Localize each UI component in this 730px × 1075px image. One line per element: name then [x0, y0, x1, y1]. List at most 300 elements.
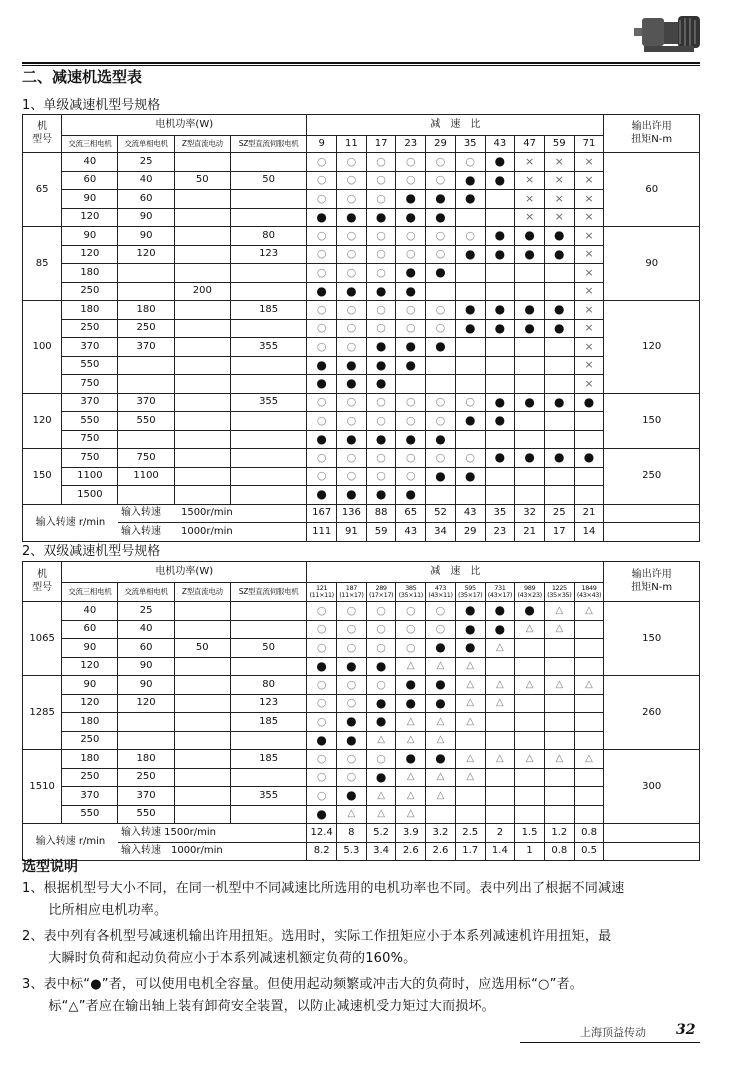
ratio-cell — [574, 694, 604, 713]
power-cell: 50 — [230, 171, 306, 190]
open-circle-icon: ○ — [346, 677, 357, 691]
ratio-cell — [574, 412, 604, 431]
ratio-cell — [426, 245, 456, 264]
ratio-cell — [366, 153, 396, 172]
notes-title: 选型说明 — [22, 859, 78, 875]
ratio-cell — [426, 319, 456, 338]
ratio-cell — [574, 805, 604, 824]
open-circle-icon: ○ — [435, 413, 446, 427]
ratio-cell — [366, 430, 396, 449]
power-cell: 90 — [118, 227, 174, 246]
cross-icon: × — [554, 210, 564, 224]
table-row — [23, 657, 700, 676]
table-row — [23, 245, 700, 264]
ratio-cell — [337, 805, 367, 824]
ratio-cell — [307, 694, 337, 713]
ratio-cell — [515, 486, 545, 505]
ratio-value: 187 — [345, 584, 357, 593]
open-circle-icon: ○ — [346, 173, 357, 187]
ratio-cell — [515, 412, 545, 431]
speed-value-cell: 25 — [544, 504, 574, 523]
power-cell: 60 — [118, 190, 174, 209]
power-cell: 185 — [230, 713, 306, 732]
motor-type-header: 交流三相电机 — [62, 136, 118, 153]
ratio-header: 减 速 比 — [307, 115, 604, 136]
filled-circle-icon: ● — [464, 172, 476, 187]
ratio-cell — [574, 657, 604, 676]
triangle-icon: △ — [555, 623, 564, 635]
ratio-cell — [366, 602, 396, 621]
power-cell — [230, 190, 306, 209]
speed-value-cell: 111 — [307, 523, 337, 542]
ratio-cell — [396, 282, 426, 301]
power-cell: 120 — [62, 245, 118, 264]
speed-value-cell: 43 — [455, 504, 485, 523]
ratio-cell — [366, 449, 396, 468]
open-circle-icon: ○ — [465, 450, 475, 464]
ratio-cell — [485, 227, 515, 246]
ratio-cell — [426, 412, 456, 431]
power-cell: 250 — [62, 768, 118, 787]
filled-circle-icon: ● — [524, 228, 535, 243]
open-circle-icon: ○ — [346, 640, 357, 654]
filled-circle-icon: ● — [316, 209, 327, 224]
filled-circle-icon: ● — [464, 191, 476, 206]
ratio-cell — [455, 393, 485, 412]
ratio-cell — [426, 602, 456, 621]
ratio-cell — [485, 713, 515, 732]
ratio-cell — [515, 227, 545, 246]
ratio-cell — [515, 694, 545, 713]
ratio-cell — [366, 731, 396, 750]
ratio-cell — [455, 301, 485, 320]
filled-circle-icon: ● — [405, 695, 417, 710]
ratio-cell — [574, 319, 604, 338]
cross-icon: × — [584, 210, 594, 224]
triangle-icon: △ — [525, 752, 534, 764]
open-circle-icon: ○ — [316, 622, 327, 636]
power-cell: 370 — [62, 787, 118, 806]
ratio-cell — [396, 264, 426, 283]
speed-value-cell: 12.4 — [307, 824, 337, 843]
open-circle-icon: ○ — [405, 395, 416, 409]
ratio-value: 731 — [494, 584, 506, 593]
speed-row-label: 输入转速 1000r/min — [118, 842, 307, 861]
ratio-cell — [396, 620, 426, 639]
ratio-cell — [515, 787, 545, 806]
open-circle-icon: ○ — [376, 302, 386, 316]
speed-value-cell: 1.2 — [544, 824, 574, 843]
speed-row — [23, 523, 700, 542]
ratio-value-header — [366, 583, 396, 602]
torque-header: 输出许用 扭矩N-m — [604, 562, 700, 602]
ratio-cell — [574, 467, 604, 486]
open-circle-icon: ○ — [405, 321, 416, 335]
ratio-cell — [337, 731, 367, 750]
power-cell — [230, 449, 306, 468]
ratio-cell — [455, 639, 485, 658]
ratio-cell — [426, 713, 456, 732]
ratio-cell — [337, 245, 367, 264]
ratio-cell — [485, 301, 515, 320]
power-cell: 550 — [62, 412, 118, 431]
power-cell: 40 — [118, 171, 174, 190]
filled-circle-icon: ● — [554, 320, 565, 335]
ratio-cell — [366, 486, 396, 505]
open-circle-icon: ○ — [346, 751, 357, 765]
ratio-cell — [515, 467, 545, 486]
ratio-cell — [574, 171, 604, 190]
ratio-cell — [515, 620, 545, 639]
filled-circle-icon: ● — [316, 283, 327, 298]
model-cell: 85 — [23, 227, 62, 301]
ratio-cell — [307, 602, 337, 621]
filled-circle-icon: ● — [464, 246, 476, 261]
motor-type-header: SZ型直流伺服电机 — [230, 136, 306, 153]
ratio-cell — [337, 620, 367, 639]
ratio-cell — [515, 750, 545, 769]
power-cell — [174, 412, 230, 431]
speed-value-cell: 1.5 — [515, 824, 545, 843]
filled-circle-icon: ● — [435, 265, 446, 280]
ratio-cell — [426, 768, 456, 787]
power-cell — [230, 319, 306, 338]
ratio-cell — [366, 171, 396, 190]
open-circle-icon: ○ — [435, 154, 446, 168]
ratio-cell — [396, 356, 426, 375]
cross-icon: × — [584, 339, 594, 353]
power-cell: 90 — [62, 676, 118, 695]
ratio-cell — [574, 356, 604, 375]
triangle-icon: △ — [377, 734, 385, 746]
filled-circle-icon: ● — [316, 806, 327, 821]
power-cell — [174, 805, 230, 824]
power-cell: 180 — [118, 301, 174, 320]
cross-icon: × — [524, 191, 535, 205]
ratio-cell — [455, 227, 485, 246]
ratio-cell — [307, 227, 337, 246]
ratio-cell — [485, 264, 515, 283]
ratio-factors: (35×11) — [398, 591, 423, 599]
triangle-icon: △ — [525, 678, 534, 690]
ratio-cell — [396, 190, 426, 209]
ratio-cell — [515, 639, 545, 658]
ratio-cell — [574, 282, 604, 301]
ratio-cell — [396, 375, 426, 394]
power-cell — [118, 713, 174, 732]
ratio-cell — [337, 190, 367, 209]
power-cell: 1100 — [118, 467, 174, 486]
filled-circle-icon: ● — [583, 394, 595, 409]
ratio-cell — [455, 171, 485, 190]
filled-circle-icon: ● — [435, 640, 446, 655]
ratio-cell — [307, 731, 337, 750]
ratio-cell — [337, 208, 367, 227]
model-cell: 1285 — [23, 676, 62, 750]
table-row — [23, 190, 700, 209]
ratio-cell — [337, 486, 367, 505]
open-circle-icon: ○ — [316, 696, 327, 710]
ratio-cell — [574, 768, 604, 787]
ratio-cell — [455, 467, 485, 486]
triangle-icon: △ — [406, 715, 415, 727]
open-circle-icon: ○ — [405, 173, 416, 187]
power-cell — [230, 264, 306, 283]
ratio-cell — [426, 657, 456, 676]
power-cell: 370 — [62, 338, 118, 357]
ratio-cell — [396, 338, 426, 357]
ratio-cell — [307, 412, 337, 431]
ratio-cell — [337, 412, 367, 431]
ratio-cell — [544, 153, 574, 172]
open-circle-icon: ○ — [435, 450, 446, 464]
power-cell: 90 — [118, 208, 174, 227]
ratio-cell — [366, 338, 396, 357]
speed-value-cell: 21 — [574, 504, 604, 523]
filled-circle-icon: ● — [405, 431, 417, 446]
filled-circle-icon: ● — [494, 621, 506, 636]
ratio-cell — [337, 676, 367, 695]
cross-icon: × — [584, 247, 594, 261]
ratio-cell — [366, 787, 396, 806]
power-cell: 1500 — [62, 486, 118, 505]
filled-circle-icon: ● — [464, 413, 476, 428]
filled-circle-icon: ● — [346, 209, 357, 224]
ratio-cell — [515, 676, 545, 695]
ratio-cell — [544, 768, 574, 787]
open-circle-icon: ○ — [316, 339, 327, 353]
ratio-cell — [337, 430, 367, 449]
open-circle-icon: ○ — [316, 770, 327, 784]
ratio-cell — [485, 694, 515, 713]
table-row — [23, 171, 700, 190]
ratio-cell — [366, 639, 396, 658]
open-circle-icon: ○ — [376, 247, 386, 261]
ratio-cell — [426, 375, 456, 394]
open-circle-icon: ○ — [435, 395, 446, 409]
ratio-cell — [544, 657, 574, 676]
ratio-cell — [426, 787, 456, 806]
filled-circle-icon: ● — [405, 265, 417, 280]
ratio-cell — [515, 190, 545, 209]
ratio-cell — [515, 731, 545, 750]
ratio-cell — [337, 282, 367, 301]
ratio-cell — [307, 190, 337, 209]
ratio-cell — [485, 676, 515, 695]
power-cell: 355 — [230, 787, 306, 806]
open-circle-icon: ○ — [316, 469, 327, 483]
ratio-cell — [544, 171, 574, 190]
power-cell — [174, 301, 230, 320]
ratio-cell — [396, 227, 426, 246]
open-circle-icon: ○ — [316, 265, 327, 279]
power-cell: 550 — [62, 805, 118, 824]
table-row — [23, 467, 700, 486]
cross-icon: × — [584, 358, 594, 372]
ratio-cell — [366, 301, 396, 320]
cross-icon: × — [584, 154, 594, 168]
model-cell: 65 — [23, 153, 62, 227]
note-line: 大瞬时负荷和起动负荷应小于本系列减速机额定负荷的160%。 — [22, 951, 417, 966]
footer-company: 上海顶益传动 — [580, 1026, 646, 1039]
cross-icon: × — [554, 173, 564, 187]
power-cell: 25 — [118, 602, 174, 621]
triangle-icon: △ — [406, 771, 415, 783]
motor-type-header: SZ型直流伺服电机 — [230, 583, 306, 602]
filled-circle-icon: ● — [346, 376, 357, 391]
table-row — [23, 338, 700, 357]
ratio-cell — [515, 171, 545, 190]
open-circle-icon: ○ — [376, 469, 386, 483]
ratio-cell — [515, 264, 545, 283]
ratio-cell — [485, 449, 515, 468]
gear-motor-icon — [632, 8, 704, 58]
power-cell — [174, 393, 230, 412]
ratio-value-header — [515, 583, 545, 602]
ratio-cell — [396, 602, 426, 621]
ratio-cell — [574, 639, 604, 658]
ratio-cell — [485, 430, 515, 449]
ratio-cell — [485, 768, 515, 787]
ratio-cell — [455, 264, 485, 283]
ratio-cell — [426, 227, 456, 246]
cross-icon: × — [584, 302, 594, 316]
power-cell — [230, 731, 306, 750]
speed-value-cell: 0.5 — [574, 842, 604, 861]
filled-circle-icon: ● — [375, 209, 387, 224]
ratio-cell — [455, 676, 485, 695]
table-row — [23, 639, 700, 658]
filled-circle-icon: ● — [524, 394, 535, 409]
ratio-cell — [307, 338, 337, 357]
cross-icon: × — [584, 265, 594, 279]
empty-cell — [604, 824, 700, 843]
ratio-cell — [544, 245, 574, 264]
open-circle-icon: ○ — [316, 450, 327, 464]
ratio-cell — [574, 620, 604, 639]
ratio-cell — [485, 657, 515, 676]
power-cell: 90 — [62, 227, 118, 246]
ratio-cell — [515, 301, 545, 320]
speed-value-cell: 2.6 — [396, 842, 426, 861]
power-cell — [174, 467, 230, 486]
open-circle-icon: ○ — [316, 788, 327, 802]
filled-circle-icon: ● — [375, 769, 387, 784]
ratio-value: 595 — [464, 584, 476, 593]
power-cell: 550 — [118, 412, 174, 431]
power-cell — [230, 282, 306, 301]
ratio-cell — [307, 356, 337, 375]
table-row — [23, 805, 700, 824]
filled-circle-icon: ● — [554, 450, 565, 465]
open-circle-icon: ○ — [316, 677, 327, 691]
ratio-cell — [485, 190, 515, 209]
ratio-cell — [574, 190, 604, 209]
motor-type-header: 交流单相电机 — [118, 583, 174, 602]
power-cell: 180 — [62, 301, 118, 320]
speed-row-label: 输入转速 1500r/min — [118, 824, 307, 843]
triangle-icon: △ — [466, 660, 475, 672]
double-stage-title: 2、双级减速机型号规格 — [22, 544, 161, 559]
speed-value-cell: 88 — [366, 504, 396, 523]
ratio-cell — [366, 750, 396, 769]
ratio-value: 385 — [405, 584, 417, 593]
ratio-cell — [366, 319, 396, 338]
open-circle-icon: ○ — [435, 302, 446, 316]
cross-icon: × — [554, 154, 564, 168]
power-cell: 750 — [62, 375, 118, 394]
triangle-icon: △ — [496, 678, 504, 690]
note-line: 1、根据机型号大小不同，在同一机型中不同减速比所选用的电机功率也不同。表中列出了根据不同减速 — [22, 881, 625, 896]
power-cell — [230, 657, 306, 676]
open-circle-icon: ○ — [405, 469, 416, 483]
ratio-cell — [574, 153, 604, 172]
filled-circle-icon: ● — [435, 431, 446, 446]
table-row — [23, 787, 700, 806]
ratio-cell — [396, 731, 426, 750]
speed-value-cell: 34 — [426, 523, 456, 542]
filled-circle-icon: ● — [405, 283, 417, 298]
power-cell: 750 — [118, 449, 174, 468]
speed-value-cell: 3.4 — [366, 842, 396, 861]
filled-circle-icon: ● — [464, 302, 476, 317]
filled-circle-icon: ● — [316, 376, 327, 391]
ratio-cell — [337, 602, 367, 621]
power-cell — [174, 356, 230, 375]
ratio-cell — [337, 657, 367, 676]
table-row — [23, 356, 700, 375]
ratio-cell — [455, 602, 485, 621]
ratio-cell — [515, 430, 545, 449]
triangle-icon: △ — [555, 752, 564, 764]
ratio-cell — [485, 602, 515, 621]
triangle-icon: △ — [377, 789, 385, 801]
power-cell — [118, 731, 174, 750]
ratio-value-header: 9 — [307, 136, 337, 153]
triangle-icon: △ — [436, 734, 445, 746]
ratio-cell — [544, 694, 574, 713]
ratio-factors: (11×17) — [339, 591, 364, 599]
power-cell: 120 — [118, 694, 174, 713]
open-circle-icon: ○ — [346, 321, 357, 335]
ratio-value: 1849 — [581, 584, 597, 593]
open-circle-icon: ○ — [346, 247, 357, 261]
single-stage-title: 1、单级减速机型号规格 — [22, 98, 161, 113]
power-cell: 355 — [230, 393, 306, 412]
ratio-cell — [366, 657, 396, 676]
triangle-icon: △ — [466, 771, 475, 783]
open-circle-icon: ○ — [376, 413, 386, 427]
power-cell — [230, 375, 306, 394]
header-rule — [22, 62, 700, 64]
ratio-cell — [544, 208, 574, 227]
filled-circle-icon: ● — [375, 283, 387, 298]
ratio-cell — [337, 319, 367, 338]
speed-value-cell: 52 — [426, 504, 456, 523]
ratio-cell — [485, 620, 515, 639]
power-cell: 355 — [230, 338, 306, 357]
filled-circle-icon: ● — [316, 732, 327, 747]
ratio-cell — [574, 430, 604, 449]
model-cell: 100 — [23, 301, 62, 394]
power-cell — [174, 449, 230, 468]
ratio-cell — [366, 393, 396, 412]
triangle-icon: △ — [406, 660, 415, 672]
filled-circle-icon: ● — [524, 320, 535, 335]
power-cell: 60 — [118, 639, 174, 658]
filled-circle-icon: ● — [375, 431, 387, 446]
ratio-cell — [455, 657, 485, 676]
